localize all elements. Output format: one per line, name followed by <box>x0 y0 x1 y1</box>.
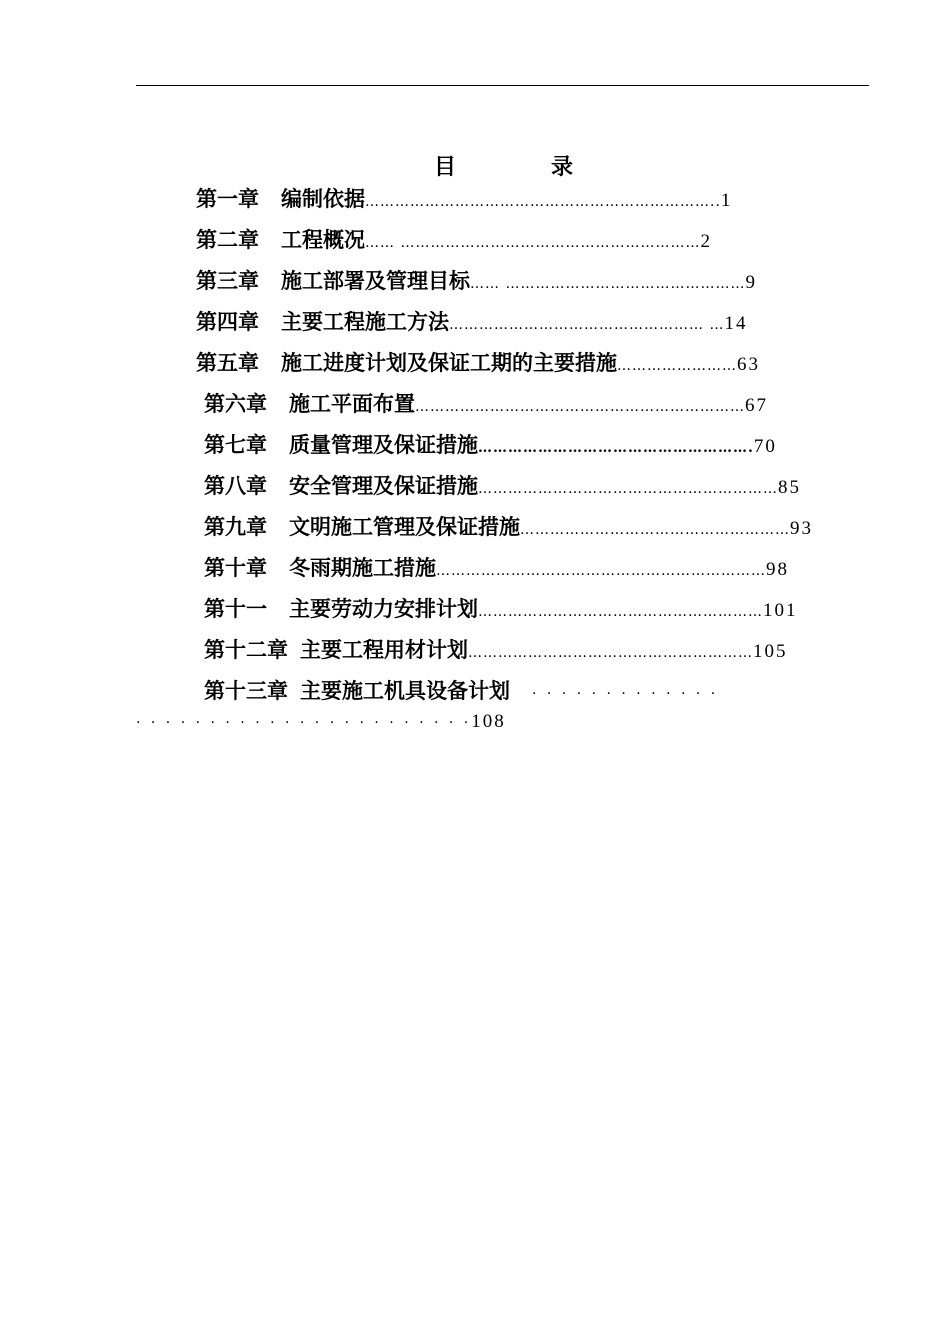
toc-entry[interactable] <box>204 553 789 583</box>
toc-leader-dots: …… …………………………………………………… <box>365 235 701 251</box>
toc-entry[interactable] <box>196 348 760 378</box>
toc-leader-dots: · · · · · · · · · · · · · <box>532 686 719 702</box>
toc-chapter: 第一章 <box>196 186 259 211</box>
toc-leader-dots: · · · · · · · · · · · · · · · · · · · · · · · <box>136 715 472 731</box>
toc-title-char-2: 录 <box>551 154 574 180</box>
toc-entry[interactable] <box>196 225 712 255</box>
toc-chapter: 第九章 <box>204 514 267 539</box>
toc-page-number: 1 <box>720 190 733 211</box>
toc-title-text: 主要工程施工方法 <box>281 309 449 334</box>
toc-chapter: 第四章 <box>196 309 259 334</box>
toc-title-text: 文明施工管理及保证措施 <box>289 514 520 539</box>
toc-page-number: 63 <box>737 354 760 375</box>
toc-entry[interactable] <box>204 389 768 419</box>
toc-title-text: 编制依据 <box>281 186 365 211</box>
toc-entry[interactable] <box>204 676 718 706</box>
toc-entry[interactable] <box>196 266 757 296</box>
toc-chapter: 第十三章 <box>204 678 288 703</box>
toc-leader-dots: ………………………………………………… <box>478 604 763 620</box>
toc-page-number: 93 <box>790 518 813 539</box>
toc-page-number: 9 <box>745 272 757 293</box>
toc-page-number: 105 <box>753 641 788 662</box>
toc-entry[interactable] <box>204 594 798 624</box>
toc-title-text: 主要施工机具设备计划 <box>300 678 510 703</box>
toc-chapter: 第三章 <box>196 268 259 293</box>
toc-title-text: 施工进度计划及保证工期的主要措施 <box>281 350 617 375</box>
header-rule <box>136 85 869 86</box>
toc-entry[interactable] <box>204 635 788 665</box>
toc-leader-dots: …………………………………………… … <box>449 317 725 333</box>
toc-leader-dots: ………………………………………………… <box>468 645 753 661</box>
toc-page-number: 108 <box>471 711 506 732</box>
toc-title-text: 施工部署及管理目标 <box>281 268 470 293</box>
toc-chapter: 第五章 <box>196 350 259 375</box>
toc-leader-dots: ………………………………………………………… <box>436 563 766 579</box>
toc-entry[interactable] <box>196 184 732 214</box>
toc-title-text: 质量管理及保证措施 <box>289 432 478 457</box>
toc-leader-dots: ………………………………………………………… <box>415 399 745 415</box>
toc-entry[interactable] <box>204 471 801 501</box>
toc-chapter: 第八章 <box>204 473 267 498</box>
toc-title-text: 施工平面布置 <box>289 391 415 416</box>
toc-title-text: 工程概况 <box>281 227 365 252</box>
toc-leader-dots: …… ………………………………………… <box>470 276 746 292</box>
toc-page-number: 67 <box>745 395 768 416</box>
toc-leader-dots: ……………………………………………… <box>520 522 790 538</box>
toc-chapter: 第十一 <box>204 596 267 621</box>
toc-leader-dots: …………………… <box>617 358 737 374</box>
toc-entry[interactable] <box>204 512 813 542</box>
toc-entry-continuation[interactable] <box>136 705 506 735</box>
toc-entry[interactable] <box>204 430 777 460</box>
toc-page-number: 98 <box>766 559 789 580</box>
toc-entry[interactable] <box>196 307 747 337</box>
toc-title-text: 安全管理及保证措施 <box>289 473 478 498</box>
toc-title-text: 冬雨期施工措施 <box>289 555 436 580</box>
toc-chapter: 第十二章 <box>204 637 288 662</box>
toc-chapter: 第十章 <box>204 555 267 580</box>
toc-title-text: 主要工程用材计划 <box>300 637 468 662</box>
toc-title <box>0 150 950 184</box>
toc-chapter: 第二章 <box>196 227 259 252</box>
toc-title-char-1: 目 <box>434 154 457 180</box>
toc-leader-dots: …………………………………………………………….. <box>365 194 721 210</box>
toc-leader-dots: ………………………………………………. <box>478 440 754 456</box>
toc-page-number: 14 <box>724 313 748 334</box>
toc-leader-dots: …………………………………………………… <box>478 481 778 497</box>
toc-page-number: 101 <box>763 600 798 621</box>
toc-chapter: 第六章 <box>204 391 267 416</box>
toc-page-number: 2 <box>700 231 712 252</box>
toc-chapter: 第七章 <box>204 432 267 457</box>
toc-title-text: 主要劳动力安排计划 <box>289 596 478 621</box>
toc-page-number: 85 <box>778 477 801 498</box>
toc-page-number: 70 <box>753 436 777 457</box>
